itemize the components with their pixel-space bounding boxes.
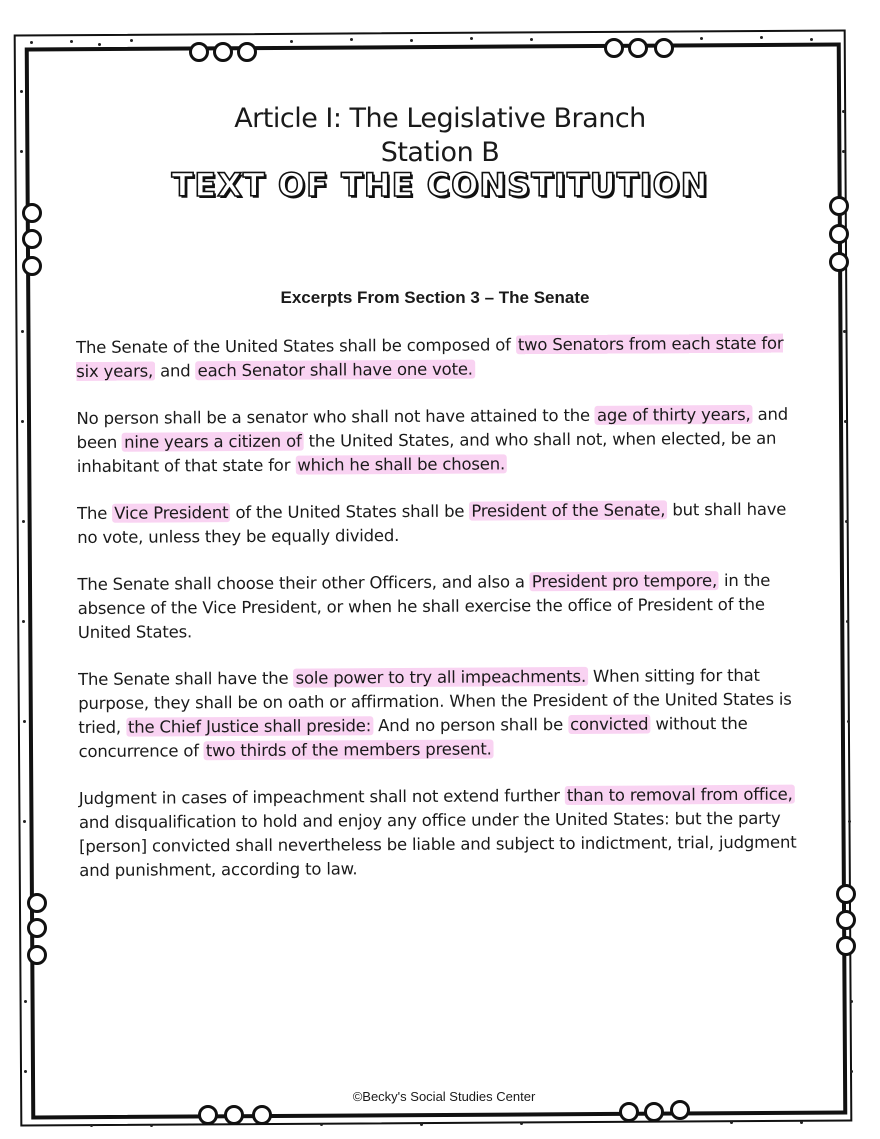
border-dot-decoration	[410, 39, 413, 42]
paragraph	[76, 332, 798, 384]
highlighted-text: convicted	[569, 714, 649, 734]
text-segment: The Senate of the United States shall be composed of	[76, 335, 516, 357]
border-dot-decoration	[810, 38, 813, 41]
border-ring-decoration	[22, 229, 42, 249]
border-dot-decoration	[290, 40, 293, 43]
border-ring-decoration	[27, 918, 47, 938]
border-ring-decoration	[619, 1102, 639, 1122]
border-ring-decoration	[836, 910, 856, 930]
border-dot-decoration	[730, 1121, 733, 1124]
border-dot-decoration	[843, 330, 846, 333]
paragraph	[78, 664, 801, 764]
border-dot-decoration	[21, 420, 24, 423]
border-dot-decoration	[22, 620, 25, 623]
border-ring-decoration	[237, 42, 257, 62]
border-dot-decoration	[530, 38, 533, 41]
border-ring-decoration	[224, 1105, 244, 1125]
border-dot-decoration	[21, 330, 24, 333]
border-dot-decoration	[20, 90, 23, 93]
copyright-footer: ©Becky's Social Studies Center	[352, 1089, 536, 1104]
border-dot-decoration	[23, 720, 26, 723]
border-dot-decoration	[98, 43, 101, 46]
text-segment: The Senate shall choose their other Officers, and also a	[77, 572, 530, 594]
paragraph	[77, 498, 799, 550]
text-segment: without the concurrence of	[78, 713, 748, 761]
border-ring-decoration	[198, 1105, 218, 1125]
highlighted-text: President of the Senate,	[471, 500, 666, 521]
border-dot-decoration	[150, 1124, 153, 1127]
border-dot-decoration	[24, 1000, 27, 1003]
highlighted-text: nine years a citizen of	[124, 431, 302, 452]
text-segment: but shall have no vote, unless they be equally divided.	[77, 499, 787, 547]
border-ring-decoration	[189, 42, 209, 62]
section-heading: Excerpts From Section 3 – The Senate	[280, 288, 590, 307]
highlighted-text: the Chief Justice shall preside:	[127, 716, 372, 737]
border-dot-decoration	[847, 720, 850, 723]
paragraph	[76, 403, 798, 479]
text-segment: The	[77, 503, 113, 523]
station-label: Station B	[380, 137, 500, 168]
border-dot-decoration	[130, 39, 133, 42]
border-ring-decoration	[22, 256, 42, 276]
text-segment: of the United States shall be	[230, 501, 470, 523]
border-ring-decoration	[644, 1102, 664, 1122]
border-dot-decoration	[70, 40, 73, 43]
border-dot-decoration	[844, 420, 847, 423]
constitution-text	[76, 332, 801, 906]
border-ring-decoration	[836, 884, 856, 904]
text-segment: and	[155, 361, 196, 381]
border-ring-decoration	[27, 945, 47, 965]
border-dot-decoration	[848, 820, 851, 823]
border-dot-decoration	[520, 1122, 523, 1125]
highlighted-text: two thirds of the members present.	[205, 739, 492, 761]
paragraph	[77, 569, 799, 645]
border-ring-decoration	[836, 936, 856, 956]
border-dot-decoration	[30, 41, 33, 44]
banner-title: TEXT OF THE CONSTITUTION	[171, 166, 709, 204]
border-ring-decoration	[604, 38, 624, 58]
border-ring-decoration	[628, 38, 648, 58]
text-segment: And no person shall be	[373, 715, 569, 736]
highlighted-text: two Senators from each state for six years,	[76, 333, 784, 381]
border-dot-decoration	[845, 520, 848, 523]
border-dot-decoration	[23, 820, 26, 823]
border-ring-decoration	[213, 42, 233, 62]
text-segment: No person shall be a senator who shall not have attained to the	[76, 405, 596, 428]
highlighted-text: sole power to try all impeachments.	[295, 666, 587, 688]
border-dot-decoration	[850, 1070, 853, 1073]
text-segment: Judgment in cases of impeachment shall not extend further	[78, 786, 565, 808]
border-dot-decoration	[846, 620, 849, 623]
text-segment: When sitting for that purpose, they shall be on oath or affirmation. When the President of the United States is tried,	[78, 665, 792, 737]
border-dot-decoration	[420, 1123, 423, 1126]
highlighted-text: each Senator shall have one vote.	[197, 359, 473, 381]
border-ring-decoration	[654, 38, 674, 58]
border-ring-decoration	[252, 1105, 272, 1125]
border-ring-decoration	[829, 224, 849, 244]
border-dot-decoration	[24, 1070, 27, 1073]
border-dot-decoration	[850, 1000, 853, 1003]
highlighted-text: age of thirty years,	[596, 404, 751, 425]
border-dot-decoration	[700, 37, 703, 40]
border-ring-decoration	[22, 203, 42, 223]
border-dot-decoration	[22, 520, 25, 523]
border-ring-decoration	[829, 252, 849, 272]
text-segment: and disqualification to hold and enjoy any office under the United States: but the party [person] convicted shall nevertheless be liable and subject to indictment, trial, judgment and punishment, according to law.	[78, 808, 797, 880]
highlighted-text: Vice President	[114, 503, 229, 523]
border-dot-decoration	[90, 1124, 93, 1127]
border-dot-decoration	[760, 36, 763, 39]
border-dot-decoration	[320, 1123, 323, 1126]
paragraph	[79, 783, 802, 883]
border-ring-decoration	[27, 893, 47, 913]
text-segment: the United States, and who shall not, when elected, be an inhabitant of that state for	[76, 428, 777, 476]
article-title: Article I: The Legislative Branch	[234, 103, 646, 134]
highlighted-text: President pro tempore,	[531, 571, 718, 592]
border-dot-decoration	[470, 37, 473, 40]
text-segment: and been	[76, 404, 789, 452]
text-segment: in the absence of the Vice President, or when he shall exercise the office of President of the United States.	[77, 570, 771, 642]
text-segment: The Senate shall have the	[78, 668, 294, 689]
highlighted-text: which he shall be chosen.	[297, 454, 506, 475]
highlighted-text: than to removal from office,	[566, 784, 793, 806]
border-dot-decoration	[350, 38, 353, 41]
border-dot-decoration	[800, 1121, 803, 1124]
